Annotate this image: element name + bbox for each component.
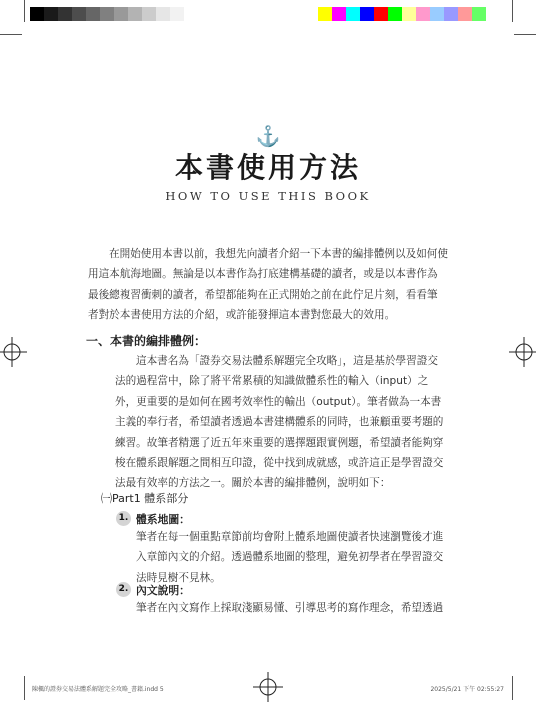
color-calibration-strip bbox=[318, 7, 486, 21]
calibration-swatch bbox=[458, 7, 472, 21]
crop-mark bbox=[24, 676, 25, 700]
calibration-swatch bbox=[360, 7, 374, 21]
calibration-swatch bbox=[86, 7, 100, 21]
calibration-swatch bbox=[114, 7, 128, 21]
gray-calibration-strip bbox=[30, 7, 198, 21]
calibration-swatch bbox=[346, 7, 360, 21]
intro-paragraph: 在開始使用本書以前，我想先向讀者介紹一下本書的編排體例以及如何使用這本航海地圖。無論是以本書作為打底建構基礎的讀者，或是以本書作為最後總複習衝刺的讀者，希望都能夠在正式開始之前在此佇足片刻，看看筆者對於本書使用方法的介紹，或許能發揮這本書對您最大的效用。 bbox=[88, 248, 448, 322]
calibration-swatch bbox=[184, 7, 198, 21]
part-heading: ㈠Part1 體系部分 bbox=[101, 492, 189, 505]
page-title: 本書使用方法 bbox=[174, 151, 361, 184]
calibration-swatch bbox=[472, 7, 486, 21]
crop-mark bbox=[512, 676, 513, 700]
crop-mark bbox=[0, 34, 22, 35]
page-subtitle: HOW TO USE THIS BOOK bbox=[165, 189, 371, 203]
crop-mark bbox=[512, 0, 513, 22]
calibration-swatch bbox=[388, 7, 402, 21]
footer-timestamp: 2025/5/21 下午 02:55:27 bbox=[430, 686, 504, 693]
registration-mark-right bbox=[509, 337, 536, 367]
calibration-swatch bbox=[30, 7, 44, 21]
calibration-swatch bbox=[44, 7, 58, 21]
calibration-swatch bbox=[156, 7, 170, 21]
section-paragraph: 這本書名為「證券交易法體系解題完全攻略」，這是基於學習證交法的過程當中，除了將平常累積的知識做體系性的輸入（input）之外，更重要的是如何在國考效率性的輸出（output）。筆者做為一本書主義的奉行者，希望讀者透過本書建構體系的同時，也兼顧重要考題的練習。故筆者精選了近五年來重要的選擇題跟實例題，希望讀者能夠穿梭在體系跟解題之間相互印證，從中找到成就感，或許這正是學習證交法最有效率的方法之一。關於本書的編排體例，說明如下： bbox=[115, 355, 444, 490]
calibration-swatch bbox=[374, 7, 388, 21]
calibration-swatch bbox=[142, 7, 156, 21]
calibration-swatch bbox=[128, 7, 142, 21]
item-number-badge: 1. bbox=[116, 511, 131, 526]
item-number-badge: 2. bbox=[116, 582, 131, 597]
calibration-swatch bbox=[100, 7, 114, 21]
anchor-icon: ⚓ bbox=[255, 124, 281, 148]
section-heading: 一、本書的編排體例： bbox=[86, 334, 207, 348]
registration-mark-bottom bbox=[253, 672, 283, 702]
item-body: 筆者在內文寫作上採取淺顯易懂、引導思考的寫作理念，希望透過 bbox=[136, 602, 444, 614]
crop-mark bbox=[514, 34, 536, 35]
calibration-swatch bbox=[170, 7, 184, 21]
calibration-swatch bbox=[416, 7, 430, 21]
calibration-swatch bbox=[402, 7, 416, 21]
crop-mark bbox=[24, 0, 25, 22]
item-body: 筆者在每一個重點章節前均會附上體系地圖使讀者快速瀏覽後才進入章節內文的介紹。透過體系地圖的整理，避免初學者在學習證交法時見樹不見林。 bbox=[136, 531, 444, 584]
footer-filename: 陳楓的證券交易法體系解題完全攻略_書籍.indd 5 bbox=[32, 686, 164, 693]
calibration-swatch bbox=[58, 7, 72, 21]
item-title: 體系地圖： bbox=[136, 513, 190, 526]
calibration-swatch bbox=[318, 7, 332, 21]
calibration-swatch bbox=[72, 7, 86, 21]
item-title: 內文說明： bbox=[136, 584, 190, 597]
calibration-swatch bbox=[430, 7, 444, 21]
calibration-swatch bbox=[332, 7, 346, 21]
calibration-swatch bbox=[444, 7, 458, 21]
registration-mark-left bbox=[0, 337, 27, 367]
